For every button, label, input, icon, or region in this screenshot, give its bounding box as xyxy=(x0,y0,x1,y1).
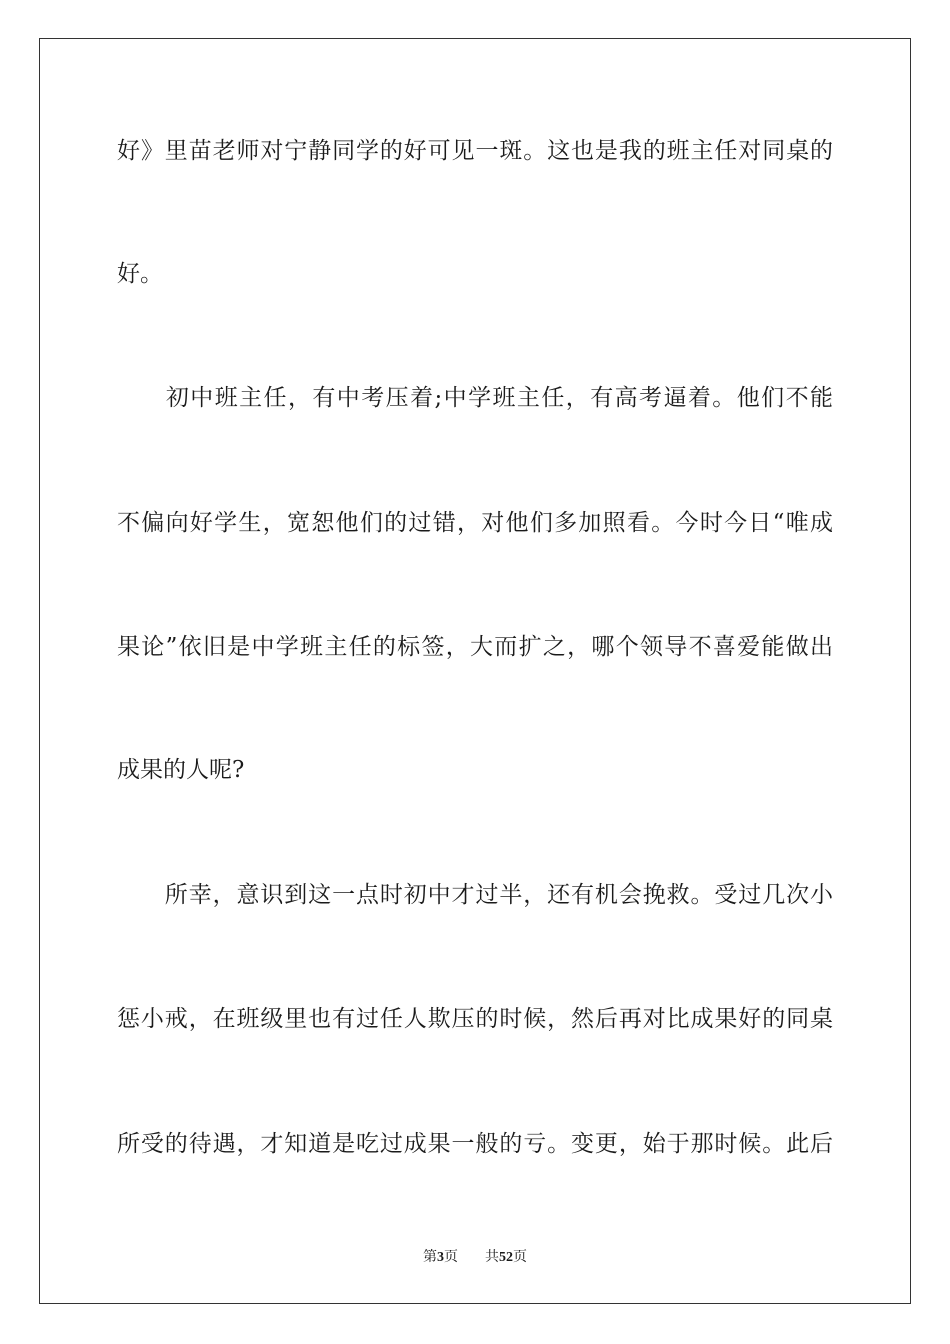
body-text-line-1: 好》里苗老师对宁静同学的好可见一斑。这也是我的班主任对同桌的 xyxy=(117,138,833,164)
page-footer xyxy=(0,1248,950,1267)
body-text-line-8: 惩小戒，在班级里也有过任人欺压的时候，然后再对比成果好的同桌 xyxy=(117,1006,833,1032)
total-page-number: 52 xyxy=(498,1250,513,1265)
body-text-line-6: 成果的人呢? xyxy=(117,757,245,783)
total-pages-label xyxy=(485,1248,527,1267)
body-text-line-2: 好。 xyxy=(117,261,163,287)
body-text-line-7: 所幸，意识到这一点时初中才过半，还有机会挽救。受过几次小 xyxy=(117,882,833,908)
body-text-line-9: 所受的待遇，才知道是吃过成果一般的亏。变更，始于那时候。此后 xyxy=(117,1131,833,1157)
page-prefix: 第 xyxy=(423,1249,438,1265)
body-text-line-4: 不偏向好学生，宽恕他们的过错，对他们多加照看。今时今日“唯成 xyxy=(117,510,833,536)
page-number: 3 xyxy=(437,1250,445,1265)
page-label xyxy=(423,1248,458,1267)
total-prefix: 共 xyxy=(484,1249,499,1265)
total-suffix: 页 xyxy=(512,1249,527,1265)
page-border xyxy=(39,38,911,1304)
page-suffix: 页 xyxy=(444,1249,459,1265)
body-text-line-3: 初中班主任，有中考压着;中学班主任，有高考逼着。他们不能 xyxy=(117,385,833,411)
body-text-line-5: 果论”依旧是中学班主任的标签，大而扩之，哪个领导不喜爱能做出 xyxy=(117,634,833,660)
